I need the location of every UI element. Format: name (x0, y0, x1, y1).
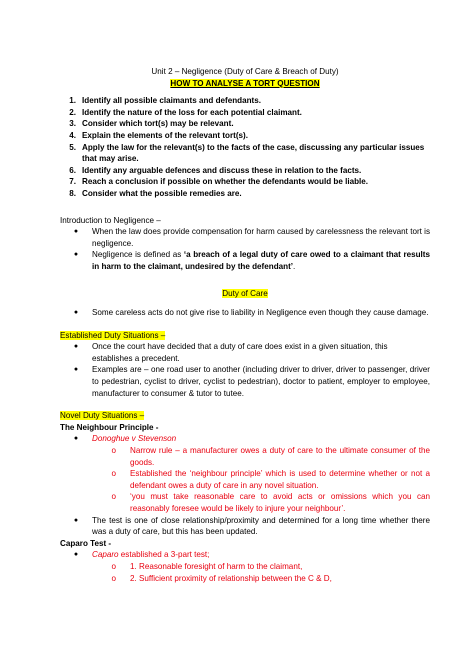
step-item (60, 188, 430, 200)
bullet-icon: ● (73, 366, 79, 374)
established-heading (60, 330, 430, 342)
case-name: Donoghue v Stevenson (92, 434, 177, 444)
bullet-text: Examples are – one road user to another (including driver to driver, driver to passenger, driver to pedestrian, cyclist to driver, cyclist to pedestrian), doctor to patient, employer to employee, manufacturer to consumer & tutor to tutee. (92, 365, 430, 398)
list-item (60, 491, 430, 514)
bullet-text: Once the court have decided that a duty of care does exist in a given situation, this establishes a precedent. (92, 342, 388, 363)
established-heading-text: Established Duty Situations – (60, 330, 166, 340)
neighbour-principle-heading: The Neighbour Principle - (60, 422, 159, 432)
novel-heading-text: Novel Duty Situations – (60, 411, 145, 421)
definition-quote: ‘a breach of a legal duty of care owed to a claimant that results in harm to the claimant, undesired by the defendant’ (92, 250, 430, 271)
list-item (60, 226, 430, 249)
bullet-text: Some careless acts do not give rise to liability in Negligence even though they cause damage. (92, 308, 429, 318)
step-item (60, 95, 430, 107)
subpoint-text: Established the ‘neighbour principle’ which is used to determine whether or not a defendant owes a duty of care in any novel situation. (130, 469, 430, 490)
neighbour-subpoints (60, 445, 430, 515)
list-item (60, 341, 430, 364)
step-item (60, 165, 430, 177)
sub-bullet-icon: o (111, 492, 116, 502)
bullet-icon: ● (73, 435, 79, 443)
bullet-text (92, 549, 430, 561)
step-text: Identify all possible claimants and defendants. (82, 96, 262, 106)
subpoint-text: ‘you must take reasonable care to avoid acts or omissions which you can reasonably foresee would be likely to injure your neighbour’. (130, 492, 430, 513)
list-item (60, 549, 430, 561)
step-number: 6. (69, 165, 76, 175)
list-item (60, 433, 430, 445)
list-item (60, 249, 430, 272)
step-text: Consider which tort(s) may be relevant. (82, 119, 234, 129)
subtitle-highlight: HOW TO ANALYSE A TORT QUESTION (170, 78, 320, 88)
intro-bullets (60, 226, 430, 272)
bullet-icon: ● (73, 251, 79, 259)
step-text: Explain the elements of the relevant tort(s). (82, 130, 248, 140)
sub-bullet-icon: o (111, 469, 116, 479)
step-number: 2. (69, 107, 76, 117)
sub-bullet-icon: o (111, 561, 116, 571)
bullet-icon: ● (73, 516, 79, 524)
document-body (60, 66, 430, 584)
subpoint-text: 1. Reasonable foresight of harm to the claimant, (130, 561, 303, 571)
step-text: Identify any arguable defences and discuss these in relation to the facts. (82, 165, 362, 175)
list-item (60, 561, 430, 573)
steps-list (60, 95, 430, 199)
subpoint-text: 2. Sufficient proximity of relationship between the C & D, (130, 573, 332, 583)
page-title: Unit 2 – Negligence (Duty of Care & Breach of Duty) (151, 67, 339, 76)
caparo-subpoints (60, 561, 430, 584)
step-text: Identify the nature of the loss for each potential claimant. (82, 107, 302, 117)
caparo-intro-rest: established a 3-part test; (118, 550, 210, 560)
test-bullets (60, 515, 430, 538)
caparo-bullets (60, 549, 430, 561)
step-number: 4. (69, 130, 76, 140)
bullet-icon: ● (73, 343, 79, 351)
list-item (60, 468, 430, 491)
definition-lead: Negligence is defined as (92, 250, 184, 260)
step-item (60, 142, 430, 165)
intro-section (60, 215, 430, 273)
step-item (60, 118, 430, 130)
subpoint-text: Narrow rule – a manufacturer owes a duty of care to the ultimate consumer of the goods. (130, 446, 430, 467)
caparo-section (60, 538, 430, 584)
sub-bullet-icon: o (111, 446, 116, 456)
list-item (60, 307, 430, 319)
step-text: Consider what the possible remedies are. (82, 188, 242, 198)
established-bullets (60, 341, 430, 399)
list-item (60, 515, 430, 538)
step-item (60, 130, 430, 142)
list-item (60, 573, 430, 585)
step-item (60, 176, 430, 188)
list-item (60, 364, 430, 399)
caparo-heading: Caparo Test - (60, 538, 112, 548)
bullet-text (92, 249, 430, 272)
list-item (60, 445, 430, 468)
step-number: 3. (69, 119, 76, 129)
bullet-icon: ● (73, 228, 79, 236)
step-item (60, 107, 430, 119)
step-text: Reach a conclusion if possible on whether the defendants would be liable. (82, 177, 369, 187)
step-number: 7. (69, 177, 76, 187)
novel-heading (60, 410, 430, 422)
case-name: Caparo (92, 550, 119, 560)
bullet-text: The test is one of close relationship/proximity and determined for a long time whether there was a duty of care, but this has been updated. (92, 515, 430, 537)
step-number: 1. (69, 96, 76, 106)
bullet-icon: ● (73, 309, 79, 317)
bullet-icon: ● (73, 551, 79, 559)
definition-end: . (293, 261, 296, 271)
step-number: 5. (69, 142, 76, 152)
established-section (60, 330, 430, 400)
duty-heading-text: Duty of Care (222, 288, 268, 298)
novel-bullets (60, 433, 430, 445)
novel-section (60, 410, 430, 538)
step-text: Apply the law for the relevant(s) to the facts of the case, discussing any particular issues that may arise. (82, 142, 425, 164)
intro-heading: Introduction to Negligence – (60, 215, 161, 225)
sub-bullet-icon: o (111, 573, 116, 583)
duty-bullets (60, 307, 430, 319)
bullet-text: When the law does provide compensation for harm caused by carelessness the relevant tort is negligence. (92, 227, 430, 248)
step-number: 8. (69, 188, 76, 198)
page-subtitle (60, 78, 430, 90)
duty-of-care-heading (60, 288, 430, 300)
